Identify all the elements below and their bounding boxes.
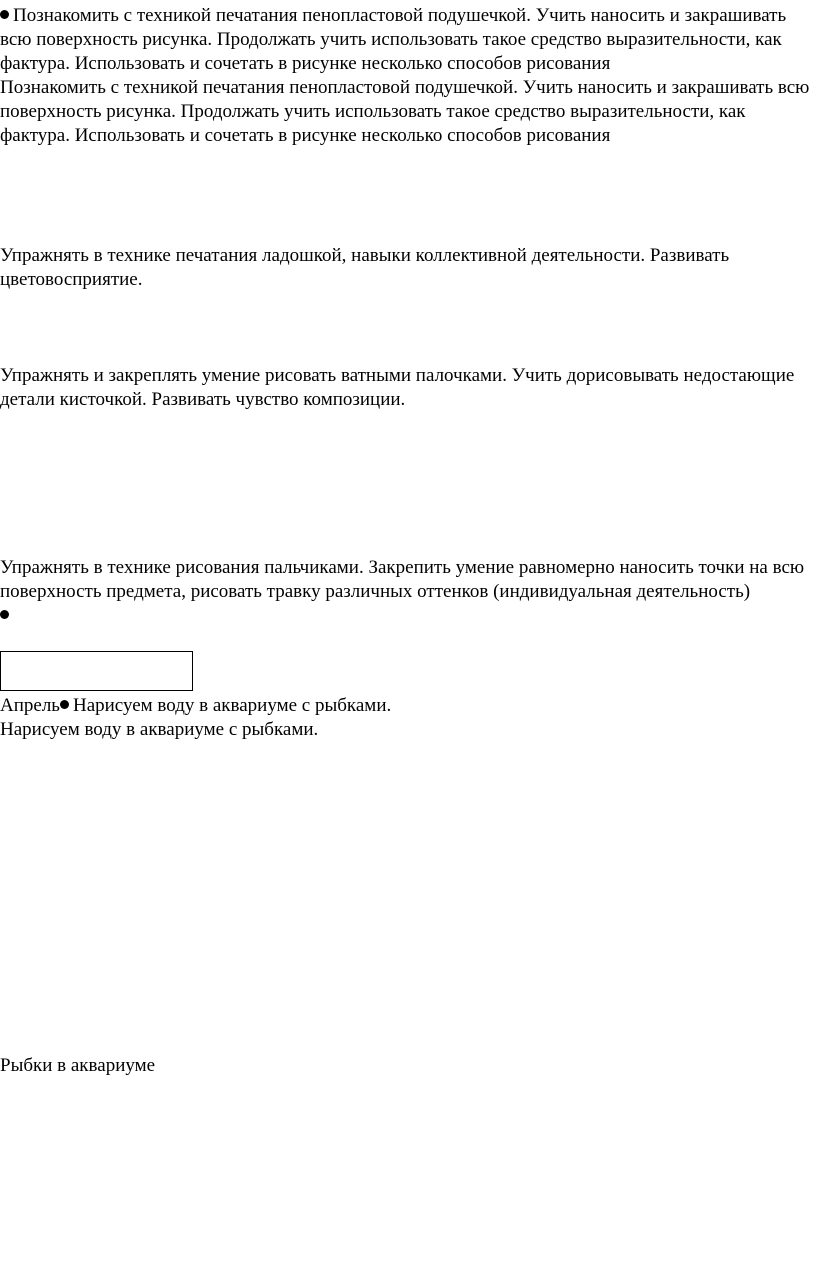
paragraph-foam-printing: Познакомить с техникой печатания пенопластовой подушечкой. Учить наносить и закрашивать всю поверхность рисунка. Продолжать учить использовать такое средство выразительности, как фактура. Использовать и сочетать в рисунке несколько способов рисования	[0, 5, 787, 74]
month-label: Апрель	[0, 695, 60, 716]
topic-aquarium-repeat: Нарисуем воду в аквариуме с рыбками.	[0, 719, 319, 740]
paragraph-foam-printing-repeat: Познакомить с техникой печатания пенопластовой подушечкой. Учить наносить и закрашивать всю поверхность рисунка. Продолжать учить использовать такое средство выразительности, как фактура. Использовать и сочетать в рисунке несколько способов рисования	[0, 77, 810, 146]
empty-table-cell	[0, 651, 193, 691]
section-printing-foam	[0, 4, 816, 148]
bullet-icon	[0, 610, 9, 619]
section-april	[0, 694, 816, 742]
paragraph-palm-printing: Упражнять в технике печатания ладошкой, навыки коллективной деятельности. Развивать цветовосприятие.	[0, 245, 730, 290]
bullet-icon	[60, 700, 69, 709]
section-palm-printing	[0, 244, 816, 292]
fish-in-aquarium-title: Рыбки в аквариуме	[0, 1055, 156, 1076]
bullet-icon	[0, 10, 9, 19]
section-finger-painting	[0, 556, 816, 628]
topic-aquarium: Нарисуем воду в аквариуме с рыбками.	[72, 695, 392, 716]
section-fish	[0, 1054, 816, 1078]
april-line	[0, 694, 816, 718]
section-cotton-swabs	[0, 364, 816, 412]
bullet-line	[0, 604, 816, 628]
paragraph-cotton-swabs: Упражнять и закреплять умение рисовать ватными палочками. Учить дорисовывать недостающие детали кисточкой. Развивать чувство композиции.	[0, 365, 795, 410]
paragraph-finger-painting: Упражнять в технике рисования пальчиками. Закрепить умение равномерно наносить точки на всю поверхность предмета, рисовать травку различных оттенков (индивидуальная деятельность)	[0, 557, 805, 602]
